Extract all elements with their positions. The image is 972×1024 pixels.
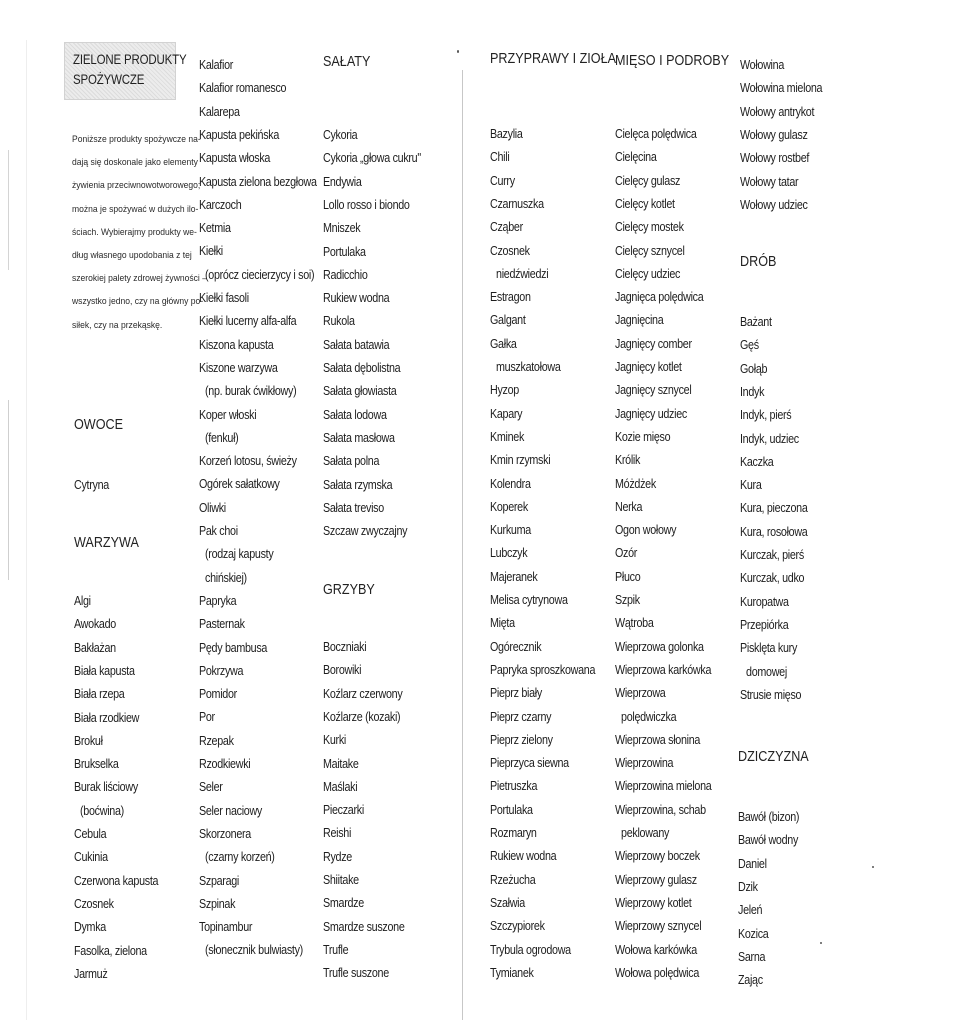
list-item: Nerka (615, 499, 643, 514)
list-item: Cielęcy sznycel (615, 243, 685, 258)
list-item: Pieprzyca siewna (490, 756, 569, 771)
list-item: Algi (74, 594, 91, 608)
list-item: Kiełki fasoli (199, 291, 249, 305)
list-item: Kaczka (740, 454, 774, 469)
list-item: Borowiki (323, 663, 362, 678)
list-item: Kiszona kapusta (199, 337, 274, 352)
list-item: Czosnek (74, 896, 114, 911)
list-item: (fenkuł) (205, 430, 239, 445)
list-item: Kozica (738, 926, 769, 941)
list-item: Szałwia (490, 895, 525, 910)
list-item: Cielęca polędwica (615, 127, 697, 141)
heading-mieso: MIĘSO I PODROBY (615, 52, 730, 69)
list-item: Pak choi (199, 524, 238, 538)
heading-owoce: OWOCE (74, 416, 124, 433)
list-item: Cząber (490, 220, 523, 235)
list-item: Wołowa karkówka (615, 942, 697, 957)
list-item: Rydze (323, 849, 352, 864)
list-item: Kminek (490, 429, 525, 444)
list-item: Tymianek (490, 965, 534, 980)
list-item: Wieprzowina, schab (615, 802, 706, 817)
list-item: Endywia (323, 174, 362, 189)
list-item: Sałata rzymska (323, 477, 393, 492)
list-item: Biała kapusta (74, 663, 135, 678)
list-item: Wieprzowa karkówka (615, 662, 712, 677)
list-item: Wieprzowy sznycel (615, 919, 702, 934)
page-fold-line (462, 70, 463, 1020)
list-item: Jeleń (738, 903, 763, 918)
list-item: Sałata dębolistna (323, 361, 401, 375)
list-item: Wieprzowa (615, 686, 666, 701)
scan-speck (872, 866, 874, 868)
list-item: Portulaka (323, 244, 366, 259)
list-item: Bazylia (490, 127, 523, 141)
heading-grzyby: GRZYBY (323, 581, 375, 598)
list-item: Jarmuż (74, 966, 108, 981)
list-item: Ogórek sałatkowy (199, 477, 280, 492)
list-item: Boczniaki (323, 640, 367, 654)
list-item: Radicchio (323, 267, 368, 282)
list-item: muszkatołowa (496, 360, 561, 374)
list-item: Wieprzowa golonka (615, 639, 704, 654)
list-item: (rodzaj kapusty (205, 547, 274, 562)
list-item: Zając (738, 973, 763, 988)
list-item: Skorzonera (199, 826, 251, 841)
list-item: Pomidor (199, 687, 237, 702)
intro-paragraph (72, 128, 207, 337)
list-item: Rzodkiewki (199, 757, 251, 771)
list-item: Koźlarz czerwony (323, 686, 403, 701)
list-item: Przepiórka (740, 617, 789, 632)
list-item: (boćwina) (80, 803, 124, 818)
list-item: Gałka (490, 336, 517, 351)
list-item: Karczoch (199, 197, 242, 212)
list-item: Kapusta włoska (199, 151, 271, 166)
list-item: Ketmia (199, 221, 231, 236)
list-item: Płuco (615, 569, 641, 584)
list-item: Wieprzowy gulasz (615, 872, 697, 887)
list-item: Sałata polna (323, 454, 380, 469)
list-item: Wieprzowa słonina (615, 732, 701, 747)
list-item: Kura, pieczona (740, 501, 808, 516)
list-item: Jagnięca polędwica (615, 290, 704, 305)
list-item: Papryka sproszkowana (490, 662, 596, 677)
list-item: chińskiej) (205, 570, 247, 585)
list-item: Sałata lodowa (323, 407, 387, 422)
list-item: Cykoria „głowa cukru" (323, 151, 421, 166)
list-item: Cielęcy mostek (615, 220, 684, 235)
list-item: (czarny korzeń) (205, 850, 275, 865)
list-item: Kalarepa (199, 104, 240, 119)
intro-line: szerokiej palety zdrowej żywności – (72, 273, 207, 285)
list-item: (np. burak ćwikłowy) (205, 384, 297, 399)
intro-line: siłek, czy na przekąskę. (72, 319, 163, 331)
list-item: Seler naciowy (199, 803, 263, 818)
list-item: Móżdżek (615, 476, 656, 491)
list-item: polędwiczka (621, 709, 677, 724)
list-item: Królik (615, 453, 641, 468)
list-item: Kmin rzymski (490, 453, 551, 468)
list-item: Biała rzepa (74, 687, 125, 702)
list-item: Chili (490, 150, 510, 165)
list-item: Pędy bambusa (199, 640, 268, 655)
list-item: Kurkuma (490, 523, 531, 538)
list-item: peklowany (621, 826, 670, 840)
list-item: Indyk (740, 384, 765, 399)
list-item: Topinambur (199, 920, 253, 935)
list-item: Wołowina (740, 58, 785, 72)
list-item: Koźlarze (kozaki) (323, 709, 401, 724)
scan-edge-line (8, 150, 9, 270)
list-item: Pieprz czarny (490, 709, 552, 724)
list-item: Pieczarki (323, 803, 364, 818)
list-item: Seler (199, 780, 223, 795)
list-item: Papryka (199, 593, 237, 608)
intro-line: wszystko jedno, czy na główny po- (72, 296, 204, 308)
list-item: Szczypiorek (490, 919, 545, 934)
list-item: Kalafior (199, 58, 234, 72)
list-item: Kuropatwa (740, 594, 789, 609)
list-item: Kurki (323, 733, 346, 748)
list-item: Galgant (490, 313, 526, 328)
scan-speck (820, 942, 822, 944)
list-item: Pisklęta kury (740, 641, 798, 656)
list-item: Kozie mięso (615, 429, 671, 444)
list-item: Pieprz biały (490, 686, 542, 701)
list-item: Rukiew wodna (490, 849, 557, 864)
list-item: Strusie mięso (740, 687, 802, 702)
list-item: Ogórecznik (490, 639, 542, 654)
list-item: Cukinia (74, 850, 108, 865)
list-item: Kiełki (199, 244, 223, 259)
list-item: Kiełki lucerny alfa-alfa (199, 314, 297, 329)
list-item: Awokado (74, 617, 116, 632)
list-item: Wołowy gulasz (740, 127, 808, 142)
list-item: Cykoria (323, 128, 358, 142)
intro-line: Poniższe produkty spożywcze na- (72, 134, 201, 145)
list-item: Kura, rosołowa (740, 524, 808, 539)
list-item: Por (199, 710, 215, 725)
list-item: Rozmaryn (490, 826, 537, 840)
list-item: Wołowina mielona (740, 81, 823, 96)
list-item: Curry (490, 173, 515, 188)
intro-line: dług własnego upodobania z tej (72, 250, 192, 262)
list-item: Burak liściowy (74, 780, 138, 795)
list-item: Kura (740, 478, 762, 493)
list-item: Koperek (490, 499, 528, 514)
scan-edge-line (26, 40, 27, 1020)
list-item: Rzepak (199, 733, 234, 748)
list-item: Cielęcy kotlet (615, 196, 675, 211)
list-item: niedźwiedzi (496, 266, 549, 281)
list-item: Brukselka (74, 757, 119, 772)
list-item: Maitake (323, 756, 359, 771)
list-item: Reishi (323, 826, 352, 841)
list-item: Rukola (323, 314, 355, 329)
list-item: Sarna (738, 949, 766, 964)
list-item: Gęś (740, 338, 759, 353)
list-item: Kalafior romanesco (199, 81, 287, 96)
list-item: Brokuł (74, 733, 103, 748)
list-item: Cielęcina (615, 150, 657, 165)
list-item: Cielęcy udziec (615, 266, 681, 281)
list-item: Wołowa polędwica (615, 965, 700, 980)
list-item: Kapary (490, 406, 523, 421)
list-item: Rukiew wodna (323, 291, 390, 306)
list-item: Wieprzowy boczek (615, 849, 700, 864)
list-item: Ogon wołowy (615, 523, 677, 538)
list-item: Smardze suszone (323, 919, 405, 934)
list-item: Jagnięcy sznycel (615, 383, 692, 398)
list-item: Dymka (74, 920, 106, 935)
list-item: Gołąb (740, 361, 768, 376)
list-item: Pasternak (199, 617, 245, 632)
list-item: Koper włoski (199, 407, 257, 422)
list-item: Czosnek (490, 243, 530, 258)
list-item: Bawół wodny (738, 833, 799, 848)
list-item: Ozór (615, 546, 638, 561)
intro-line: można je spożywać w dużych ilo- (72, 203, 199, 215)
list-item: Dzik (738, 879, 758, 894)
list-item: Pietruszka (490, 779, 538, 794)
list-item: Pieprz zielony (490, 732, 553, 747)
intro-line: żywienia przeciwnowotworowego; (72, 180, 201, 192)
list-item: Sałata masłowa (323, 430, 395, 445)
list-item: Jagnięcy udziec (615, 406, 687, 421)
list-item: Sałata głowiasta (323, 384, 397, 399)
list-item: Maślaki (323, 779, 358, 794)
list-item: Rzeżucha (490, 872, 536, 887)
list-item: Wołowy antrykot (740, 104, 815, 119)
heading-dziczyzna: DZICZYZNA (738, 748, 809, 765)
list-item: Korzeń lotosu, świeży (199, 454, 297, 469)
heading-przyprawy: PRZYPRAWY I ZIOŁA (490, 50, 617, 67)
list-item: Trufle (323, 942, 349, 957)
list-item: Wątroba (615, 616, 654, 631)
list-item: Szparagi (199, 873, 240, 888)
list-item: Wołowy rostbef (740, 151, 810, 166)
intro-line: dają się doskonale jako elementy (72, 157, 198, 169)
list-item: (słonecznik bulwiasty) (205, 943, 303, 958)
list-item: Lollo rosso i biondo (323, 197, 410, 212)
list-item: Mięta (490, 616, 515, 631)
list-item: Wieprzowina mielona (615, 779, 712, 794)
list-item: Wieprzowy kotlet (615, 895, 692, 910)
list-item: Szpik (615, 593, 640, 607)
list-item: Czarnuszka (490, 196, 544, 211)
list-item: Kapusta zielona bezgłowa (199, 174, 317, 189)
list-item: Bawół (bizon) (738, 810, 800, 824)
list-item: Estragon (490, 290, 531, 305)
list-item: Kurczak, pierś (740, 548, 804, 562)
list-item: Melisa cytrynowa (490, 593, 568, 607)
list-item: Sałata batawia (323, 337, 390, 352)
list-item: Hyzop (490, 383, 519, 398)
list-item: Cytryna (74, 478, 109, 492)
list-item: Wołowy udziec (740, 197, 808, 212)
green-products-title-line1: ZIELONE PRODUKTY (73, 51, 187, 67)
list-item: Kurczak, udko (740, 571, 805, 586)
list-item: Indyk, pierś (740, 408, 792, 423)
list-item: Pokrzywa (199, 663, 244, 678)
list-item: Jagnięcy kotlet (615, 360, 682, 374)
heading-warzywa: WARZYWA (74, 534, 139, 551)
green-products-title-box (64, 42, 187, 100)
list-item: Szczaw zwyczajny (323, 524, 408, 539)
list-item: Daniel (738, 856, 767, 871)
green-products-title-line2: SPOŻYWCZE (73, 71, 145, 87)
list-item: Kolendra (490, 476, 531, 491)
list-item: Jagnięcina (615, 313, 664, 328)
list-item: Sałata treviso (323, 500, 384, 515)
scan-speck (457, 50, 459, 53)
list-item: Fasolka, zielona (74, 943, 147, 958)
list-item: Portulaka (490, 802, 533, 817)
list-item: Kapusta pekińska (199, 127, 280, 142)
list-item: (oprócz ciecierzycy i soi) (205, 267, 315, 282)
heading-salaty: SAŁATY (323, 53, 371, 70)
list-item: Majeranek (490, 569, 538, 584)
list-item: Wołowy tatar (740, 174, 799, 189)
list-item: Mniszek (323, 221, 361, 236)
list-item: Biała rzodkiew (74, 710, 140, 725)
list-item: Kiszone warzywa (199, 360, 278, 375)
list-item: Lubczyk (490, 546, 528, 561)
list-item: Bakłażan (74, 640, 116, 655)
list-item: domowej (746, 664, 787, 679)
list-item: Szpinak (199, 896, 236, 911)
list-item: Shiitake (323, 873, 359, 887)
list-item: Trybula ogrodowa (490, 942, 571, 957)
list-item: Oliwki (199, 500, 226, 515)
list-item: Jagnięcy comber (615, 336, 692, 351)
list-item: Czerwona kapusta (74, 873, 159, 888)
list-item: Wieprzowina (615, 756, 674, 771)
list-item: Cielęcy gulasz (615, 173, 681, 188)
heading-drob: DRÓB (740, 253, 777, 270)
list-item: Smardze (323, 896, 364, 911)
intro-line: ściach. Wybierajmy produkty we- (72, 226, 197, 238)
list-item: Cebula (74, 827, 107, 841)
list-item: Bażant (740, 315, 772, 329)
list-item: Trufle suszone (323, 966, 389, 981)
list-item: Indyk, udziec (740, 431, 799, 446)
scan-edge-line (8, 400, 9, 580)
